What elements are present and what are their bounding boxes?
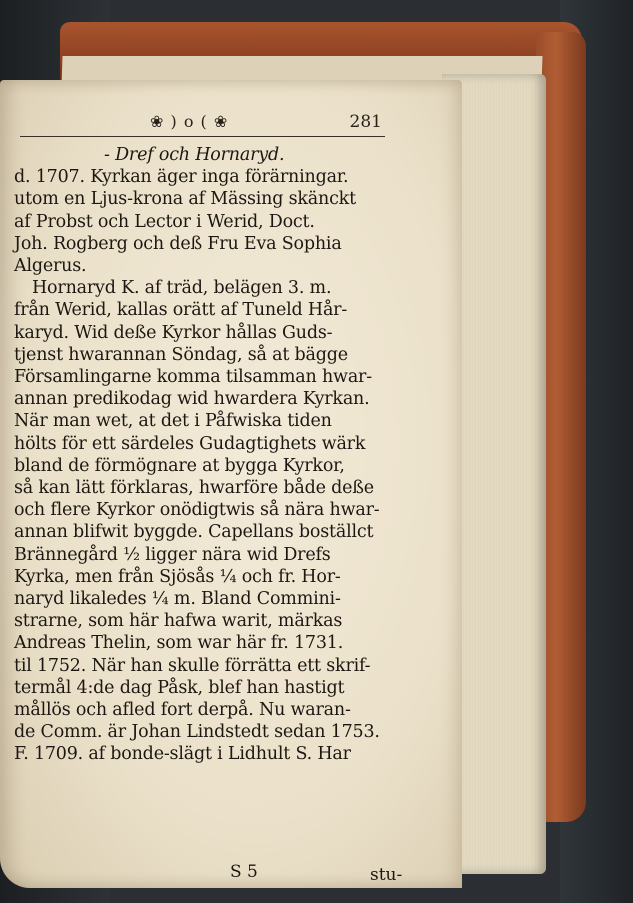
text-line: af Probst och Lector i Werid, Doct. xyxy=(14,211,315,232)
text-line: När man wet, at det i Påfwiska tiden xyxy=(14,411,332,432)
text-line: karyd. Wid deße Kyrkor hållas Guds- xyxy=(14,322,333,343)
text-line: naryd likaledes ¼ m. Bland Commini- xyxy=(14,589,341,610)
text-line: termål 4:de dag Påsk, blef han hastigt xyxy=(14,677,345,698)
text-line: strarne, som här hafwa warit, märkas xyxy=(14,611,343,632)
text-line: de Comm. är Johan Lindstedt sedan 1753. xyxy=(14,722,380,743)
text-line: Algerus. xyxy=(14,256,87,277)
text-line: F. 1709. af bonde-slägt i Lidhult S. Har xyxy=(14,744,351,765)
section-subhead: - Dref och Hornaryd. xyxy=(104,145,285,165)
text-line: annan blifwit byggde. Capellans boställct xyxy=(14,522,374,543)
text-line: mållös och afled fort derpå. Nu waran- xyxy=(14,700,351,721)
text-line: Kyrka, men från Sjösås ¼ och fr. Hor- xyxy=(14,566,341,587)
running-header xyxy=(150,112,390,134)
page-number: 281 xyxy=(349,112,382,132)
book xyxy=(0,22,590,890)
text-line: Andreas Thelin, som war här fr. 1731. xyxy=(14,633,344,654)
page-body xyxy=(14,144,446,766)
text-line: Brännegård ½ ligger nära wid Drefs xyxy=(14,544,331,565)
text-line: tjenst hwarannan Söndag, så at bägge xyxy=(14,344,348,365)
text-line: annan predikodag wid hwardera Kyrkan. xyxy=(14,389,370,410)
text-line: bland de förmögnare at bygga Kyrkor, xyxy=(14,455,345,476)
text-line: d. 1707. Kyrkan äger inga förärningar. xyxy=(14,167,349,188)
text-line: hölts för ett särdeles Gudagtighets wärk xyxy=(14,433,366,454)
text-line: utom en Ljus-krona af Mässing skänckt xyxy=(14,189,356,210)
catchword: stu- xyxy=(370,865,403,885)
text-line: och flere Kyrkor onödigtwis så nära hwar- xyxy=(14,500,380,521)
text-line: Joh. Rogberg och deß Fru Eva Sophia xyxy=(14,233,342,254)
header-rule xyxy=(20,136,385,137)
text-line: så kan lätt förklaras, hwarföre både deße xyxy=(14,478,374,499)
signature-mark: S 5 xyxy=(230,862,258,882)
book-page xyxy=(0,80,462,888)
text-line: från Werid, kallas orätt af Tuneld Hår- xyxy=(14,300,348,321)
text-line: Församlingarne komma tilsamman hwar- xyxy=(14,367,372,388)
header-ornament: ❀ ) o ( ❀ xyxy=(150,112,229,131)
text-line: Hornaryd K. af träd, belägen 3. m. xyxy=(32,278,332,299)
text-line: til 1752. När han skulle förrätta ett skrif- xyxy=(14,655,371,676)
